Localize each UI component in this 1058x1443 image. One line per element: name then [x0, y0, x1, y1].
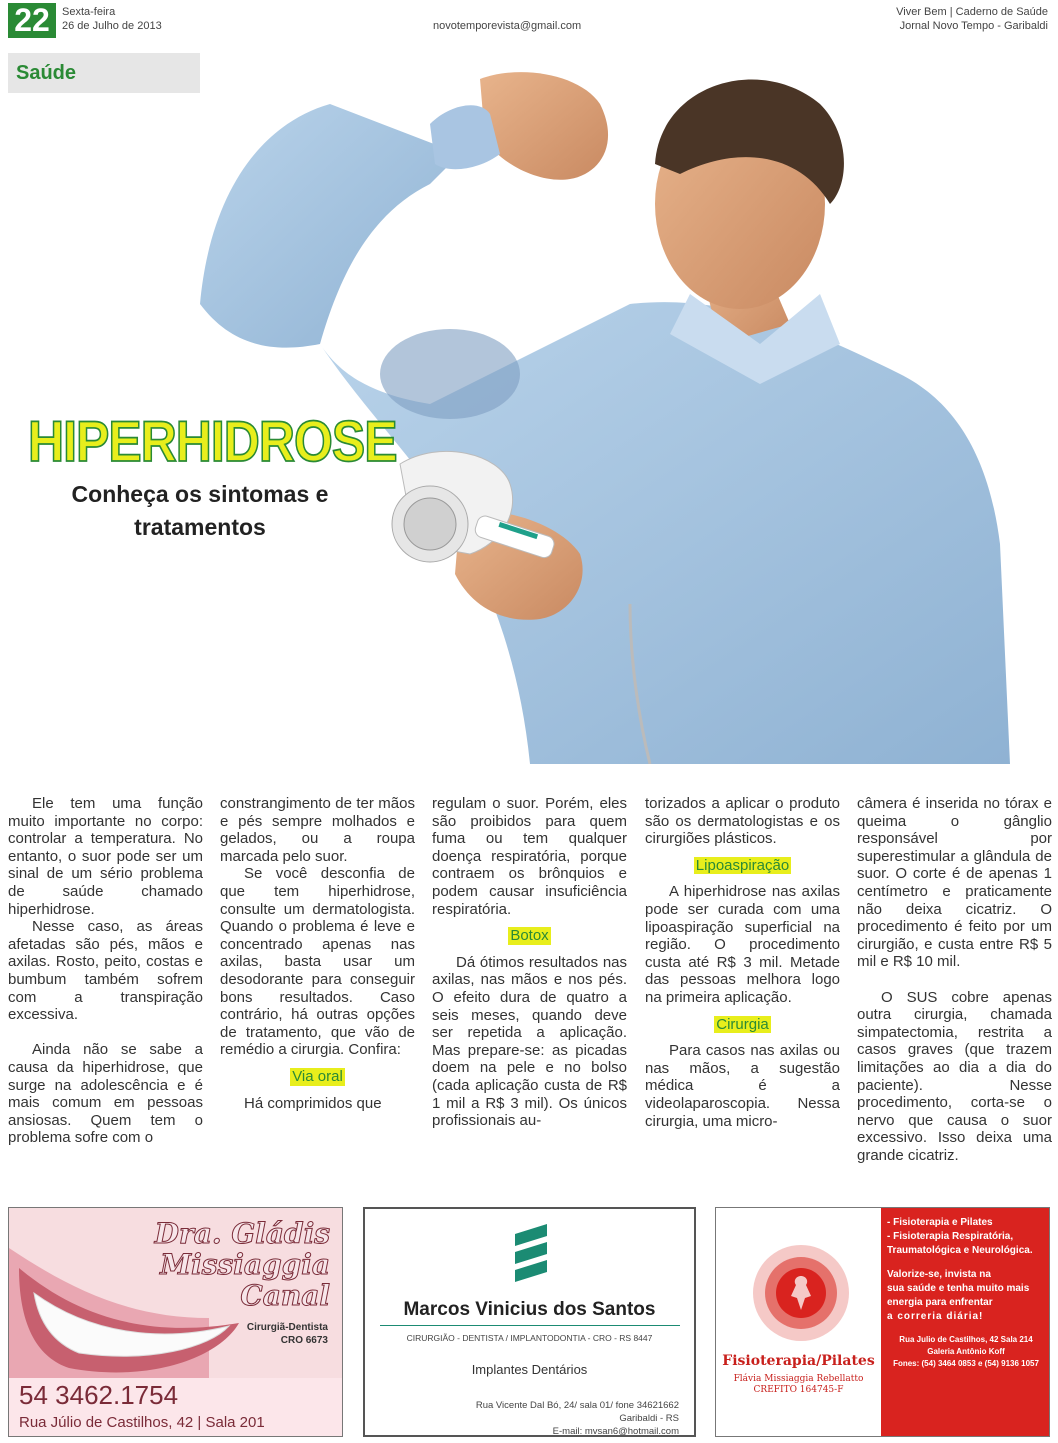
fisio-service3: Traumatológica e Neurológica.	[887, 1245, 1033, 1256]
date: 26 de Julho de 2013	[62, 20, 162, 32]
subheading-cirurgia: Cirurgia	[716, 1015, 769, 1033]
section-tab	[8, 53, 200, 93]
dentist-name-line3: Canal	[240, 1279, 330, 1312]
fisio-slogan2: sua saúde e tenha muito mais	[887, 1283, 1030, 1294]
fisio-contact	[887, 1334, 1045, 1370]
paragraph: Dá ótimos resultados nas axilas, nas mãos e nos pés. O efeito dura de quatro a seis meses, quando deve ser repetida a aplicação. Mas prepare-se: as picadas doem na pele e no bolso (cada aplicação custa de R$ 1 mil a R$ 3 mil). Os únicos profissionais au-	[432, 953, 627, 1130]
paragraph: O SUS cobre apenas outra cirurgia, chamada simpatectomia, restrita a casos graves (que trazem limitações ao dia a dia do paciente). Nesse procedimento, corta-se o nervo que causa o suor excessivo. Isso deixa uma grande cicatriz.	[857, 988, 1052, 1164]
page-header	[0, 0, 1058, 44]
dentist-name: Marcos Vinicius dos Santos	[403, 1299, 656, 1320]
paragraph: Nesse caso, as áreas afetadas são pés, mãos e axilas. Rosto, peito, costas e bumbum também sofrem com a transpiração excessiva.	[8, 918, 203, 1024]
dentist-contact	[476, 1399, 679, 1437]
article-column-1	[8, 795, 203, 1147]
fisio-info-panel	[881, 1208, 1050, 1437]
hero-photo	[200, 44, 1010, 764]
paragraph: regulam o suor. Porém, eles são proibidos para quem fuma ou tem qualquer doença respiratória, porque contraem os brônquios e podem causar insuficiência respiratória.	[432, 795, 627, 918]
paragraph: câmera é inserida no tórax e queima o gânglio responsável por superestimular a glândula de suor. O corte é de apenas 1 centímetro e praticamente não deixa cicatriz. O procedimento é feito por um cirurgião, e custa entre R$ 5 mil e R$ 10 mil.	[857, 795, 1052, 971]
fisio-slogan3: energia para enfrentar	[887, 1297, 993, 1308]
dentist-credentials	[247, 1321, 328, 1347]
subtitle-line2: tratamentos	[134, 514, 266, 540]
dentist-credentials: CIRURGIÃO - DENTISTA / IMPLANTODONTIA - CRO - RS 8447	[406, 1333, 653, 1343]
article-column-2	[220, 795, 415, 1112]
subheading-via-oral: Via oral	[292, 1067, 343, 1085]
fisio-phones: Fones: (54) 3464 0853 e (54) 9136 1057	[893, 1359, 1039, 1368]
ad-fisioterapia	[715, 1207, 1050, 1437]
weekday: Sexta-feira	[62, 6, 116, 18]
dentist-address1: Rua Vicente Dal Bó, 24/ sala 01/ fone 34621662	[475, 1400, 679, 1411]
article-subtitle	[40, 478, 360, 544]
article-column-4	[645, 795, 840, 1130]
subheading-botox: Botox	[510, 927, 549, 945]
dentist-cro: CRO 6673	[280, 1335, 328, 1346]
dentist-email: E-mail: mvsan6@hotmail.com	[552, 1426, 679, 1437]
fisio-address2: Galeria Antônio Koff	[927, 1347, 1005, 1356]
ad-dentist-gladis	[8, 1207, 343, 1437]
dentist-address: Rua Júlio de Castilhos, 42 | Sala 201	[19, 1414, 265, 1431]
fisio-address1: Rua Julio de Castilhos, 42 Sala 214	[899, 1335, 1033, 1344]
article-column-3	[432, 795, 627, 1130]
dental-logo-icon	[507, 1224, 557, 1294]
header-right-line1: Viver Bem | Caderno de Saúde	[896, 6, 1048, 18]
paragraph: torizados a aplicar o produto são os dermatologistas e os cirurgiões plásticos.	[645, 795, 840, 848]
header-publication	[896, 5, 1048, 33]
fisio-slogan1: Valorize-se, invista na	[887, 1269, 991, 1280]
section-label: Saúde	[16, 62, 77, 84]
issue-date	[62, 5, 162, 33]
page-number: 22	[8, 3, 56, 38]
dentist-name-line2: Missiaggia	[160, 1248, 330, 1281]
article-title: HIPERHIDROSE	[28, 409, 397, 474]
fisio-crefito: CREFITO 164745-F	[753, 1385, 844, 1395]
subtitle-line1: Conheça os sintomas e	[71, 481, 329, 507]
fisio-service1: - Fisioterapia e Pilates	[887, 1217, 993, 1228]
paragraph: Para casos nas axilas ou nas mãos, a sugestão médica é a videolaparoscopia. Nessa cirurgia, uma micro-	[645, 1042, 840, 1130]
fisio-service2: - Fisioterapia Respiratória,	[887, 1231, 1014, 1242]
dentist-phone: 54 3462.1754	[19, 1380, 179, 1410]
paragraph: Há comprimidos que	[244, 1094, 382, 1112]
paragraph: constrangimento de ter mãos e pés sempre molhados e gelados, ou a roupa marcada pelo suor.	[220, 795, 415, 865]
fisio-brand: Fisioterapia/Pilates	[722, 1353, 875, 1369]
dentist-address2: Garibaldi - RS	[619, 1413, 679, 1424]
paragraph: Se você desconfia de que tem hiperhidrose, consulte um dermatologista. Quando o problema é leve e concentrado apenas nas axilas, basta usar um desodorante para conseguir bons resultados. Caso contrário, há outras opções de tratamento, que vão de remédio a cirurgia. Confira:	[220, 865, 415, 1059]
dentist-role: Cirurgiã-Dentista	[246, 1322, 328, 1333]
subheading-lipoaspiracao: Lipoaspiração	[695, 856, 790, 874]
ad-dentist-marcos	[363, 1207, 696, 1437]
dentist-name-line1: Dra. Gládis	[154, 1217, 330, 1250]
header-email: novotemporevista@gmail.com	[433, 20, 582, 32]
paragraph: Ele tem uma função muito importante no corpo: controlar a temperatura. No entanto, o suor pode ser um sinal de um sério problema de saúde chamado hiperhidrose.	[8, 795, 203, 918]
article-column-5	[857, 795, 1052, 1164]
fisio-logo-icon	[751, 1238, 851, 1348]
fisio-slogan4: a correria diária!	[887, 1311, 984, 1322]
fisio-therapist: Flávia Missiaggia Rebellatto	[733, 1374, 864, 1384]
paragraph: A hiperhidrose nas axilas pode ser curada com uma lipoaspiração superficial na região. O procedimento custa até R$ 3 mil. Metade das pessoas melhora logo na primeira aplicação.	[645, 883, 840, 1006]
dentist-name	[155, 1218, 330, 1311]
fisio-therapist-block	[716, 1374, 881, 1396]
paragraph: Ainda não se sabe a causa da hiperhidrose, que surge na adolescência e é mais comum em pessoas ansiosas. Quem tem o problema sofre com o	[8, 1041, 203, 1147]
dentist-service: Implantes Dentários	[471, 1362, 588, 1377]
header-right-line2: Jornal Novo Tempo - Garibaldi	[899, 20, 1048, 32]
